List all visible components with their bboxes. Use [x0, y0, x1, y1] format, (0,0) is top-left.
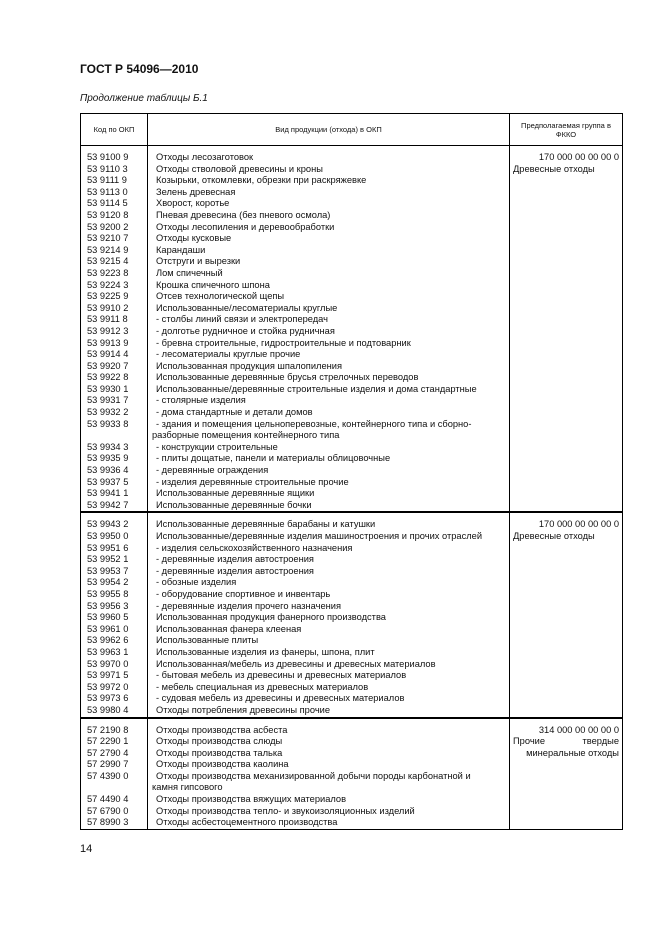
okp-code: 53 9950 0	[87, 531, 129, 541]
okp-code: 53 9920 7	[87, 360, 129, 371]
product-name: Отходы лесозаготовок	[156, 152, 254, 162]
product-name: Отходы производства талька	[156, 747, 283, 758]
okp-table	[80, 113, 623, 830]
product-name: Использованные/лесоматериалы круглые	[156, 302, 338, 313]
fkko-group-name: Древесные отходы	[513, 163, 595, 174]
code-cell	[81, 146, 148, 512]
group-cell	[510, 146, 623, 512]
okp-code: 57 8990 3	[87, 817, 129, 828]
table-block-row	[81, 718, 623, 829]
okp-code: 53 9225 9	[87, 291, 129, 302]
product-name: - бытовая мебель из древесины и древесных материалов	[156, 670, 407, 681]
product-name: Отходы производства слюды	[156, 736, 283, 747]
product-name: - обозные изделия	[156, 577, 237, 588]
okp-code: 53 9930 1	[87, 383, 129, 394]
group-cell	[510, 718, 623, 829]
table-header-row	[81, 114, 623, 146]
okp-code: 53 9955 8	[87, 588, 129, 599]
product-name: - плиты дощатые, панели и материалы облицовочные	[156, 453, 391, 464]
okp-code: 53 9972 0	[87, 681, 129, 692]
product-name: Использованная фанера клееная	[156, 623, 302, 634]
okp-code: 57 4490 4	[87, 794, 129, 805]
product-name: - деревянные изделия прочего назначения	[156, 600, 342, 611]
product-name: Использованные деревянные ящики	[156, 488, 315, 499]
product-name: Отходы производства механизированной добычи породы карбонатной и	[156, 770, 471, 781]
okp-code: 57 6790 0	[87, 805, 129, 816]
okp-code: 53 9111 9	[87, 175, 127, 186]
product-name: Использованная/мебель из древесины и древесных материалов	[156, 658, 436, 669]
okp-code: 53 9200 2	[87, 221, 129, 232]
code-cell	[81, 513, 148, 717]
product-name: - деревянные ограждения	[156, 465, 269, 476]
product-name: Карандаши	[156, 244, 206, 255]
okp-code: 53 9971 5	[87, 670, 129, 681]
product-name: Отходы стволовой древесины и кроны	[156, 163, 323, 174]
okp-code: 53 9210 7	[87, 233, 129, 244]
product-name: - дома стандартные и детали домов	[156, 407, 313, 418]
product-name: - деревянные изделия автостроения	[156, 554, 314, 565]
okp-code: 53 9973 6	[87, 693, 129, 704]
column-header-name: Вид продукции (отхода) в ОКП	[148, 114, 510, 146]
spacer-cell	[510, 829, 623, 830]
product-name: Использованная продукция шпалопиления	[156, 360, 342, 371]
okp-code: 53 9911 8	[87, 314, 128, 325]
product-name: - изделия сельскохозяйственного назначения	[156, 542, 353, 553]
okp-code: 53 9943 2	[87, 519, 129, 530]
okp-code: 53 9935 9	[87, 453, 129, 464]
table-block-row	[81, 146, 623, 512]
table-block	[81, 513, 623, 718]
okp-code: 53 9910 2	[87, 302, 129, 313]
spacer-cell	[81, 829, 148, 830]
okp-code: 53 9120 8	[87, 209, 129, 220]
okp-code: 53 9110 3	[87, 163, 128, 174]
product-name: Отходы лесопиления и деревообработки	[156, 221, 335, 232]
okp-code: 53 9980 4	[87, 704, 129, 715]
product-name: - столярные изделия	[156, 395, 246, 406]
okp-code: 53 9934 3	[87, 441, 129, 452]
product-name: Отсев технологической щепы	[156, 291, 285, 302]
product-name: - оборудование спортивное и инвентарь	[156, 588, 331, 599]
group-cell	[510, 513, 623, 717]
okp-code-spacer	[87, 782, 147, 794]
product-name: - здания и помещения цельноперевозные, контейнерного типа и сборно-	[156, 418, 472, 429]
okp-code: 53 9936 4	[87, 465, 129, 476]
table-block	[81, 146, 623, 513]
product-name-continuation: камня гипсового	[152, 782, 223, 793]
product-name: - мебель специальная из древесных материалов	[156, 681, 369, 692]
product-name: Использованные деревянные брусья стрелочных переводов	[156, 372, 419, 383]
fkko-group-code: 314 000 00 00 00 0	[538, 724, 619, 735]
name-cell	[148, 513, 510, 717]
table-caption: Продолжение таблицы Б.1	[80, 93, 208, 104]
product-name: - бревна строительные, гидростроительные и подтоварник	[156, 337, 411, 348]
column-header-code: Код по ОКП	[81, 114, 148, 146]
product-name: - конструкции строительные	[156, 441, 278, 452]
product-name: Лом спичечный	[156, 267, 223, 278]
okp-code: 57 2990 7	[87, 759, 129, 770]
name-cell	[148, 146, 510, 512]
okp-code: 53 9953 7	[87, 565, 129, 576]
fkko-group-name: Прочие твердые минеральные отходы	[513, 736, 619, 758]
okp-code: 53 9114 5	[87, 198, 128, 209]
column-header-group	[510, 114, 623, 146]
fkko-group-code: 170 000 00 00 00 0	[538, 519, 619, 530]
fkko-group-code: 170 000 00 00 00 0	[538, 152, 619, 162]
product-name: Отструги и вырезки	[156, 256, 241, 267]
product-name: - судовая мебель из древесины и древесных материалов	[156, 693, 405, 704]
product-name: - долготье рудничное и стойка рудничная	[156, 325, 335, 336]
product-name: Отходы кусковые	[156, 233, 232, 244]
product-name: Использованные деревянные барабаны и катушки	[156, 519, 376, 530]
product-name: Отходы потребления древесины прочие	[156, 704, 331, 715]
block-spacer-row	[81, 829, 623, 830]
product-name: - столбы линий связи и электропередач	[156, 314, 328, 325]
okp-code: 53 9100 9	[87, 152, 129, 162]
product-name: Отходы производства вяжущих материалов	[156, 794, 347, 805]
product-name: Зелень древесная	[156, 186, 236, 197]
document-title: ГОСТ Р 54096—2010	[80, 62, 199, 76]
okp-code: 53 9941 1	[87, 488, 129, 499]
product-name: Использованные деревянные бочки	[156, 499, 312, 510]
table-block	[81, 718, 623, 830]
okp-code: 53 9961 0	[87, 623, 129, 634]
okp-code: 53 9914 4	[87, 349, 129, 360]
product-name: - деревянные изделия автостроения	[156, 565, 314, 576]
product-name-continuation: разборные помещения контейнерного типа	[152, 430, 340, 441]
okp-code: 53 9912 3	[87, 325, 129, 336]
okp-code: 53 9214 9	[87, 244, 129, 255]
okp-code: 53 9951 6	[87, 542, 129, 553]
okp-code: 57 2290 1	[87, 736, 129, 747]
okp-code: 53 9956 3	[87, 600, 129, 611]
product-name: Пневая древесина (без пневого осмола)	[156, 209, 331, 220]
okp-code: 53 9922 8	[87, 372, 129, 383]
okp-code: 53 9962 6	[87, 635, 129, 646]
product-name: Крошка спичечного шпона	[156, 279, 270, 290]
product-name: - изделия деревянные строительные прочие	[156, 476, 349, 487]
product-name: Отходы асбестоцементного производства	[156, 817, 338, 828]
okp-code: 57 4390 0	[87, 770, 129, 781]
product-name: Использованная продукция фанерного производства	[156, 612, 386, 623]
okp-code: 53 9931 7	[87, 395, 129, 406]
product-name: Отходы производства тепло- и звукоизоляционных изделий	[156, 805, 415, 816]
spacer-cell	[148, 829, 510, 830]
product-name: Использованные/деревянные изделия машиностроения и прочих отраслей	[156, 531, 483, 541]
product-name: Отходы производства каолина	[156, 759, 289, 770]
okp-code: 53 9954 2	[87, 577, 129, 588]
okp-code: 53 9215 4	[87, 256, 129, 267]
okp-code: 53 9937 5	[87, 476, 129, 487]
okp-code: 53 9224 3	[87, 279, 129, 290]
okp-code-spacer	[87, 430, 147, 442]
okp-code: 53 9113 0	[87, 186, 128, 197]
page-number: 14	[80, 843, 93, 855]
okp-code: 53 9942 7	[87, 499, 129, 510]
product-name: Использованные плиты	[156, 635, 259, 646]
product-name: - лесоматериалы круглые прочие	[156, 349, 301, 360]
okp-code: 53 9970 0	[87, 658, 129, 669]
okp-code: 53 9963 1	[87, 646, 129, 657]
okp-code: 53 9933 8	[87, 418, 129, 429]
okp-code: 53 9223 8	[87, 267, 129, 278]
product-name: Отходы производства асбеста	[156, 724, 288, 735]
okp-code: 53 9932 2	[87, 407, 129, 418]
product-name: Козырьки, откомлевки, обрезки при раскряжевке	[156, 175, 367, 186]
fkko-group-name: Древесные отходы	[513, 531, 595, 541]
name-cell	[148, 718, 510, 829]
okp-code: 53 9960 5	[87, 612, 129, 623]
okp-code: 53 9913 9	[87, 337, 129, 348]
product-name: Использованные/деревянные строительные изделия и дома стандартные	[156, 383, 477, 394]
column-header-group-label: Предполагаемая группа в ФККО	[521, 120, 611, 139]
product-name: Хворост, коротье	[156, 198, 230, 209]
table-block-row	[81, 513, 623, 717]
okp-code: 53 9952 1	[87, 554, 129, 565]
code-cell	[81, 718, 148, 829]
okp-code: 57 2190 8	[87, 724, 129, 735]
product-name: Использованные изделия из фанеры, шпона, плит	[156, 646, 375, 657]
okp-code: 57 2790 4	[87, 747, 129, 758]
